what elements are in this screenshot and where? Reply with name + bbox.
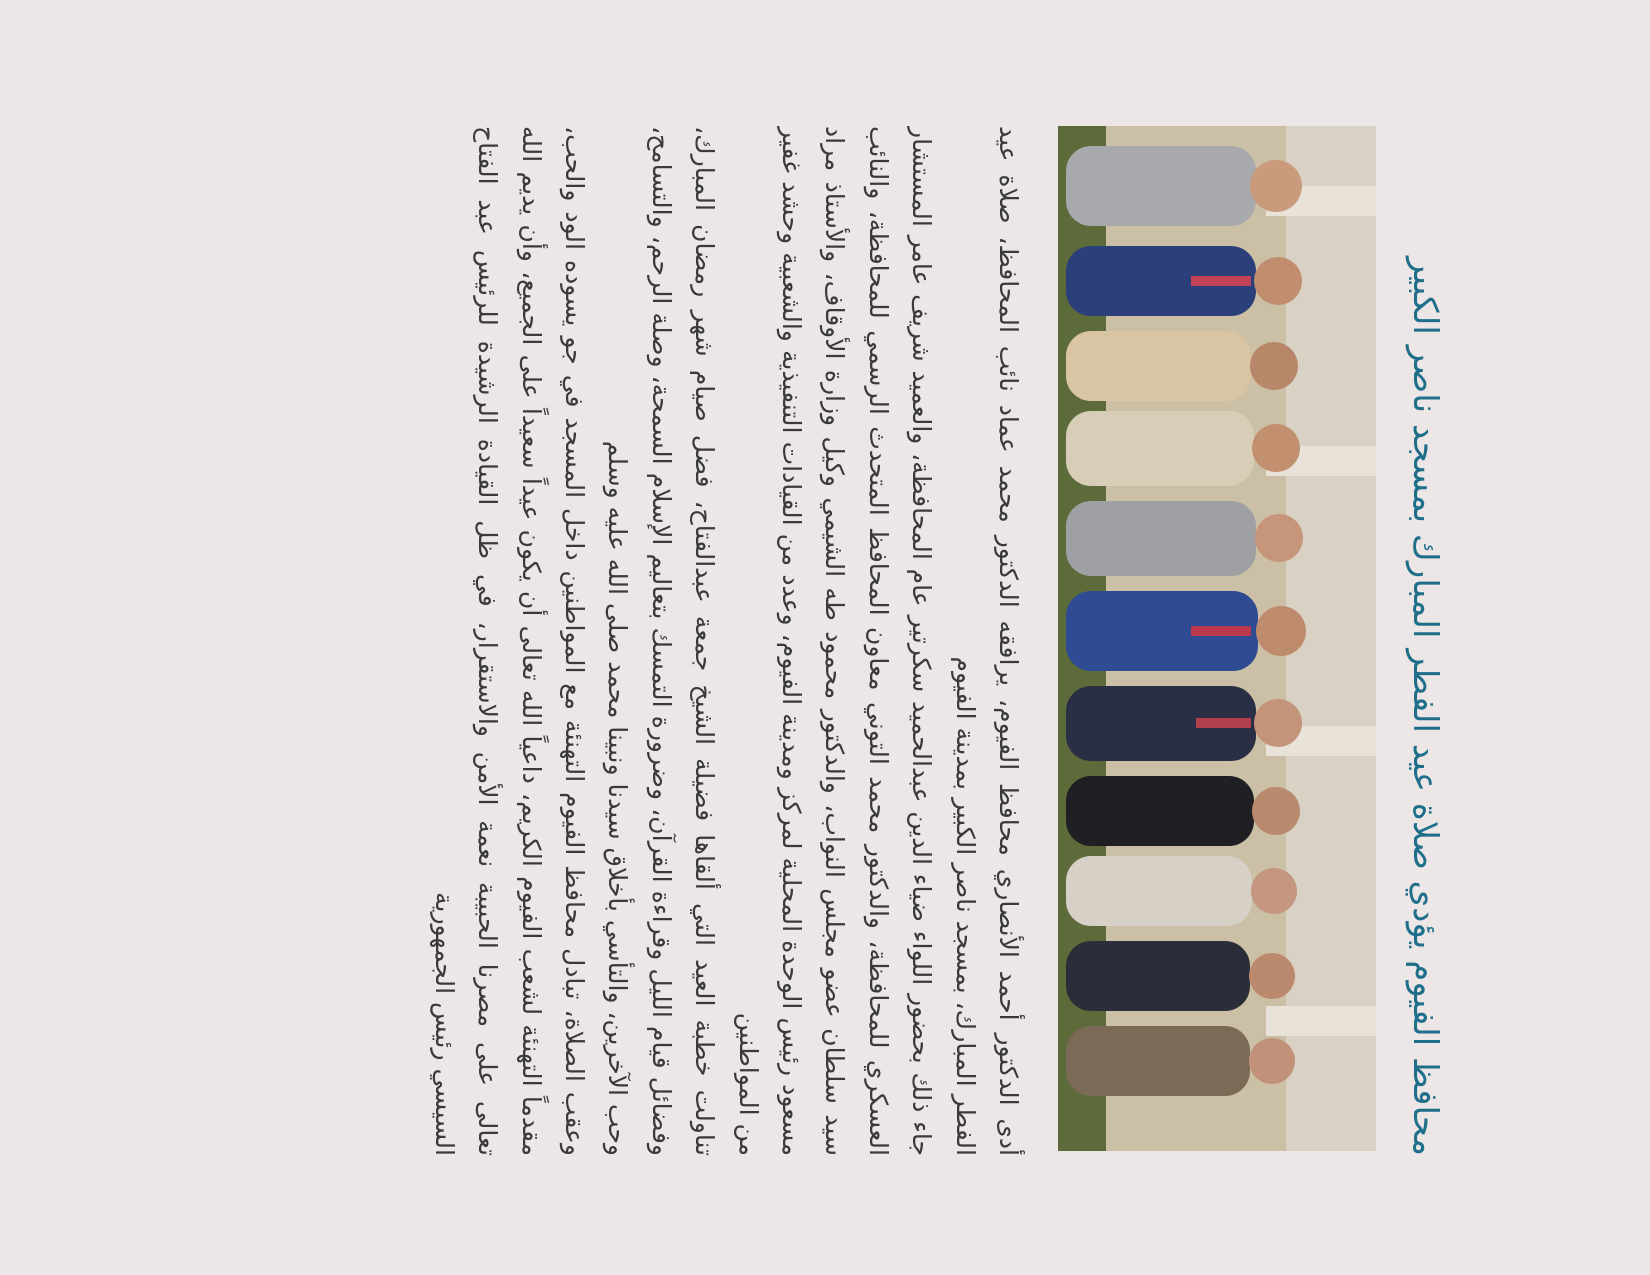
rotated-article xyxy=(300,126,1460,1176)
article-paragraph-3: تناولت خطبة العيد التي ألقاها فضيلة الشيخ جمعة عبدالفتاح، فضل صيام شهر رمضان المبارك، وفضائل قيام الليل وقراءة القرآن، وضرورة التمسك بتعاليم الإسلام السمحة، وصلة الرحم، والتسامح، وحب الآخرين، والتأسي بأخلاق سيدنا ونبينا محمد صلى الله عليه وسلم xyxy=(603,126,720,1156)
article-body xyxy=(310,126,1030,1156)
article-paragraph-4: وعقب الصلاة، تبادل محافظ الفيوم التهنئة مع المواطنين داخل المسجد في جو يسوده الود والحب، مقدماً التهنئة لشعب الفيوم الكريم، داعياً الله تعالى أن يكون عيداً سعيداً على الجميع، وأن يديم الله تعالى على مصرنا الحبيبة نعمة الأمن والاستقرار، في ظل القيادة الرشيدة للرئيس عبد الفتاح السيسي رئيس الجمهورية xyxy=(429,126,589,1156)
article-rotor xyxy=(300,126,1460,1176)
article-headline: محافظ الفيوم يؤدي صلاة عيد الفطر المبارك بمسجد ناصر الكبير xyxy=(1405,256,1445,1156)
group-photo-icon xyxy=(1058,126,1376,1151)
article-paragraph-1: أدى الدكتور أحمد الأنصاري محافظ الفيوم، يرافقه الدكتور محمد عماد نائب المحافظ، صلاة عيد الفطر المبارك، بمسجد ناصر الكبير بمدينة الفيوم xyxy=(950,126,1023,1156)
article-paragraph-2: جاء ذلك بحضور اللواء ضياء الدين عبدالحميد سكرتير عام المحافظة، والعميد شريف عامر المستشار العسكري للمحافظة، والدكتور محمد التوني معاون المحافظ المتحدث الرسمي للمحافظة، والنائب سيد سلطان عضو مجلس النواب، والدكتور محمود طه الشيمي وكيل وزارة الأوقاف، والأستاذ مراد مسعود رئيس الوحدة المحلية لمركز ومدينة الفيوم، وعدد من القيادات التنفيذية والشعبية وحشد غفير من المواطنين xyxy=(733,126,937,1156)
article-photo xyxy=(1058,126,1376,1151)
